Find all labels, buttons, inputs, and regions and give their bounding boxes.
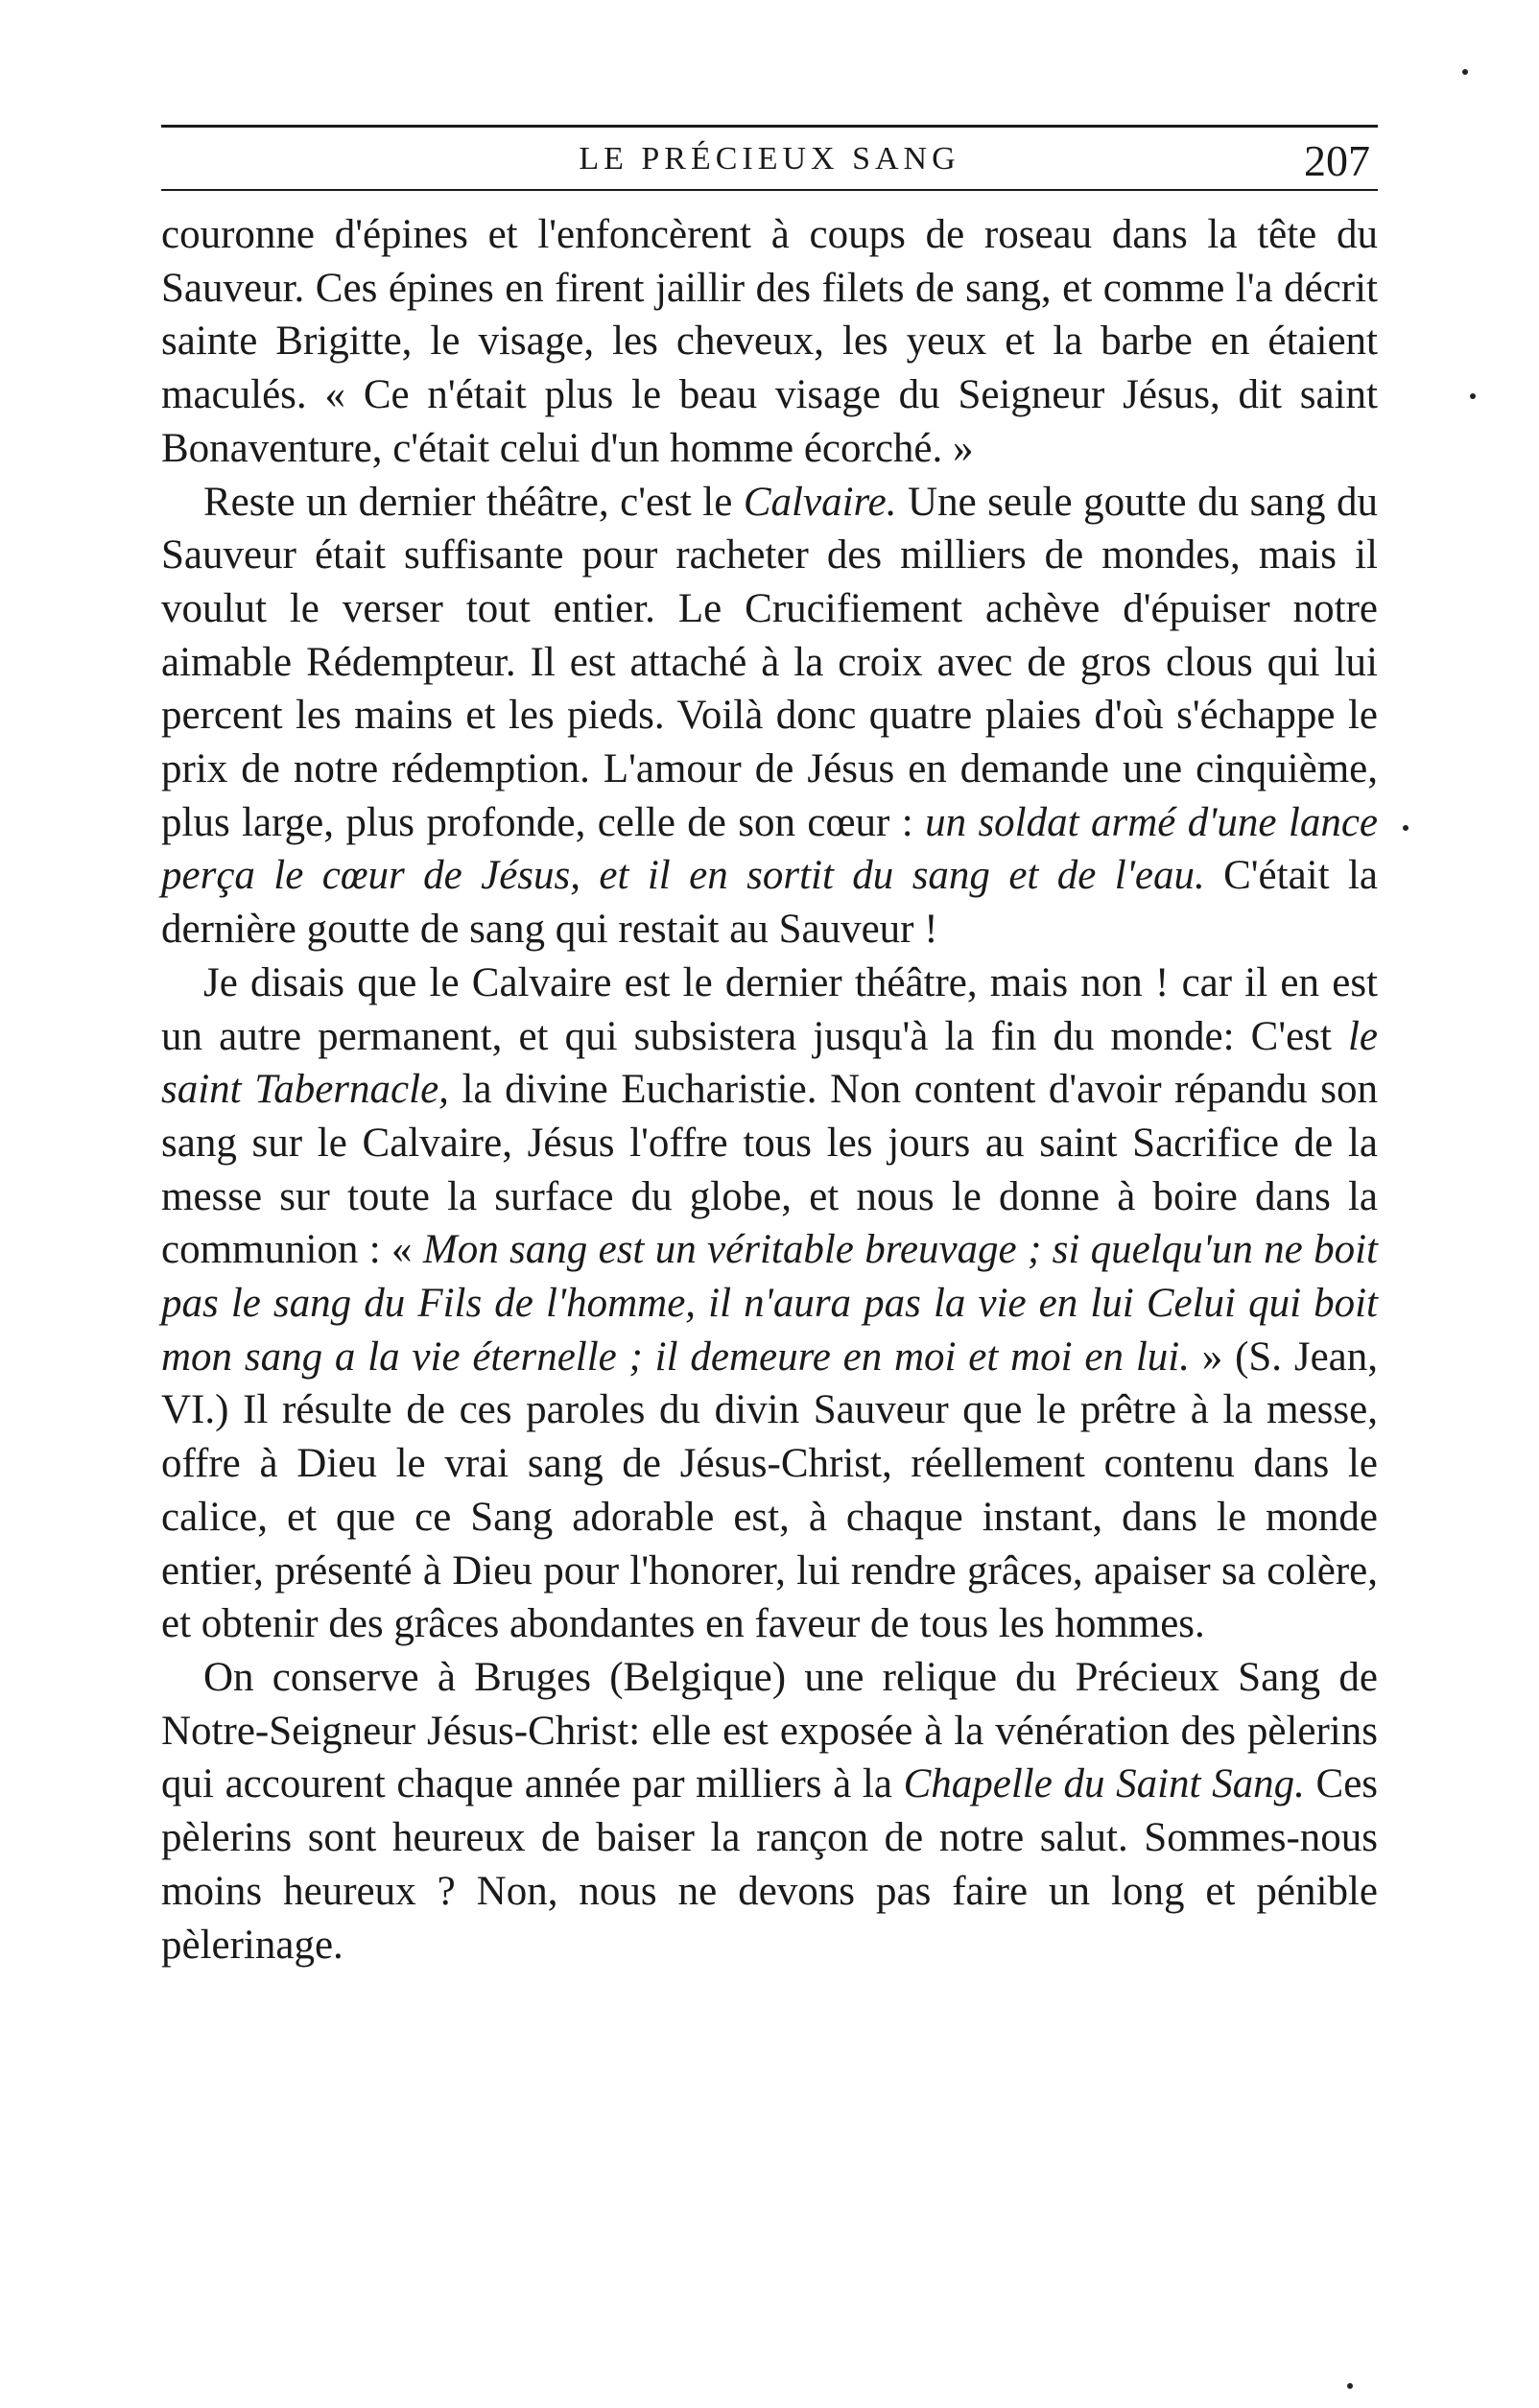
running-head (161, 128, 1378, 189)
text-run: Une seule goutte du sang du Sauveur était suffisante pour racheter des milliers de mondes, mais il voulut le verser tout entier. Le Crucifiement achève d'épuiser notre aimable Rédempteur. Il est attaché à la croix avec de gros clous qui lui percent les mains et les pieds. Voilà donc quatre plaies d'où s'échappe le prix de notre rédemption. L'amour de Jésus en demande une cinquième, plus large, plus profonde, celle de son cœur : (161, 479, 1378, 845)
text-run: C'était la dernière goutte de sang qui restait au Sauveur ! (161, 853, 1378, 953)
page-number: 207 (1304, 136, 1370, 185)
header-rule-bottom (161, 189, 1378, 191)
italic-text: Mon sang est un véritable breuvage ; si quelqu'un ne boit pas le sang du Fils de l'homme, il n'aura pas la vie en lui Celui qui boit mon sang a la vie éternelle ; il demeure en moi et moi en lui. (161, 1227, 1378, 1380)
text-run: Ces pèlerins sont heureux de baiser la rançon de notre salut. Sommes-nous moins heureux ? Non, nous ne devons pas faire un long et pénible pèlerinage. (161, 1761, 1379, 1968)
italic-text: Calvaire. (743, 479, 897, 525)
scan-speck (1347, 2383, 1353, 2389)
text-run: la divine Eucharistie. Non content d'avoir répandu son sang sur le Calvaire, Jésus l'offre tous les jours au saint Sacrifice de la messe sur toute la surface du globe, et nous le donne à boire dans la communion : « (161, 1067, 1378, 1273)
scan-speck (1462, 69, 1468, 75)
italic-text: le saint Tabernacle, (161, 1013, 1378, 1113)
text-run: » (S. Jean, VI.) Il résulte de ces paroles du divin Sauveur que le prêtre à la messe, offre à Dieu le vrai sang de Jésus-Christ, réellement contenu dans le calice, et que ce Sang adorable est, à chaque instant, dans le monde entier, présenté à Dieu pour l'honorer, lui rendre grâces, apaiser sa colère, et obtenir des grâces abondantes en faveur de tous les hommes. (161, 1334, 1379, 1647)
text-run: On conserve à Bruges (Belgique) une relique du Précieux Sang de Notre-Seigneur Jésus-Christ: elle est exposée à la vénération des pèlerins qui accourent chaque année par milliers à la (161, 1654, 1378, 1807)
text-run: Je disais que le Calvaire est le dernier théâtre, mais non ! car il en est un autre permanent, et qui subsistera jusqu'à la fin du monde: C'est (161, 959, 1378, 1059)
scan-speck (1403, 825, 1409, 831)
book-page (161, 125, 1378, 1971)
paragraph-3 (161, 956, 1378, 1651)
italic-text: Chapelle du Saint Sang. (903, 1761, 1305, 1807)
paragraph-1 (161, 208, 1378, 476)
running-title: LE PRÉCIEUX SANG (579, 141, 960, 177)
paragraph-4 (161, 1651, 1378, 1971)
body-text (161, 208, 1378, 1971)
paragraph-2 (161, 476, 1378, 956)
scan-speck (1470, 393, 1476, 399)
text-run: couronne d'épines et l'enfoncèrent à coups de roseau dans la tête du Sauveur. Ces épines en firent jaillir des filets de sang, et comme l'a décrit sainte Brigitte, le visage, les cheveux, les yeux et la barbe en étaient maculés. « Ce n'était plus le beau visage du Seigneur Jésus, dit saint Bonaventure, c'était celui d'un homme écorché. » (161, 212, 1378, 471)
text-run: Reste un dernier théâtre, c'est le (203, 479, 744, 525)
italic-text: un soldat armé d'une lance perça le cœur de Jésus, et il en sortit du sang et de l'eau. (161, 799, 1378, 899)
